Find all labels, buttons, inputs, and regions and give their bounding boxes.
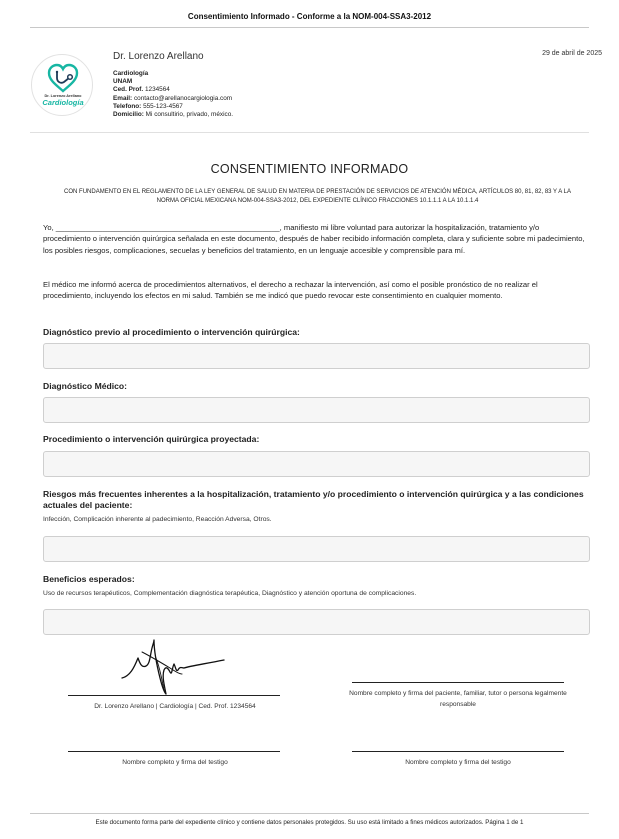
clinic-logo (31, 54, 93, 116)
benefits-field[interactable] (43, 609, 590, 635)
phone-value: 555-123-4567 (143, 102, 183, 110)
doctor-signature-image (120, 638, 230, 698)
address-label: Domicilio: (113, 111, 144, 119)
letterhead-divider (30, 132, 589, 133)
consent-paragraph-1: Yo, _____________________________________________________, manifiesto mi libre voluntad para autorizar la hospitalización, tratamiento y/o procedimiento o intervención quirúrgica señalada en este documento, después de haber recibido información completa, clara y suficiente sobre mi padecimiento, los posibles riesgos, complicaciones, secuelas y beneficios del tratamiento, en un lenguaje accesible y comprensible para mí. (43, 223, 585, 255)
prev-diagnosis-field[interactable] (43, 343, 590, 369)
consent-title: CONSENTIMIENTO INFORMADO (210, 162, 409, 176)
consent-paragraph-2: El médico me informó acerca de procedimientos alternativos, el derecho a rechazar la intervención, así como el posible pronóstico de no realizar el procedimiento, incluyendo los efectos en mi salud. También se me indicó que puedo revocar este consentimiento en cualquier momento. (43, 280, 538, 301)
footer-divider (30, 813, 589, 814)
phone-label: Telefono: (113, 102, 142, 110)
patient-signature-line (352, 682, 564, 683)
benefits-label: Beneficios esperados: (43, 574, 135, 584)
legal-basis-text: CON FUNDAMENTO EN EL REGLAMENTO DE LA LEY GENERAL DE SALUD EN MATERIA DE PRESTACIÓN DE SERVICIOS DE ATENCIÓN MÉDICA, ARTÍCULOS 80, 81, 82, 83 Y A LA NORMA OFICIAL MEXICANA NOM-004-SSA3-2012, DEL EXPEDIENTE CLÍNICO FRACCIONES 10.1.1.1 A LA 10.1.1.4 (64, 189, 571, 204)
doctor-signature-line (68, 695, 280, 696)
medical-diagnosis-field[interactable] (43, 397, 590, 423)
document-date: 29 de abril de 2025 (542, 50, 602, 57)
doctor-university: UNAM (113, 78, 133, 86)
prev-diagnosis-label: Diagnóstico previo al procedimiento o intervención quirúrgica: (43, 327, 300, 337)
doctor-specialty: Cardiología (113, 70, 149, 77)
email-label: Email: (113, 94, 133, 102)
procedure-label: Procedimiento o intervención quirúrgica proyectada: (43, 434, 260, 444)
benefits-hint: Uso de recursos terapéuticos, Complementación diagnóstica terapéutica, Diagnóstico y atención oportuna de complicaciones. (43, 590, 417, 597)
procedure-field[interactable] (43, 451, 590, 477)
risks-label: Riesgos más frecuentes inherentes a la hospitalización, tratamiento y/o procedimiento o intervención quirúrgica y a las condiciones actuales del paciente: (43, 489, 584, 510)
logo-doctor-text: Dr. Lorenzo Arellano (44, 94, 82, 98)
doctor-ced-row (113, 86, 233, 94)
risks-field[interactable] (43, 536, 590, 562)
risks-hint: Infección, Complicación inherente al padecimiento, Reacción Adversa, Otros. (43, 516, 272, 523)
witness2-signature-caption: Nombre completo y firma del testigo (405, 759, 511, 766)
address-value: Mi consultirio, privado, méxico. (145, 111, 234, 119)
doctor-address-row (113, 111, 233, 119)
doctor-info-block (113, 70, 233, 119)
witness1-signature-line (68, 751, 280, 752)
footer-notice: Este documento forma parte del expediente clínico y contiene datos personales protegidos. Su uso está limitado a fines médicos autorizados. Página 1 de 1 (95, 819, 524, 826)
doctor-signature-caption: Dr. Lorenzo Arellano | Cardiología | Ced. Prof. 1234564 (94, 703, 256, 710)
doctor-phone-row (113, 103, 233, 111)
medical-diagnosis-label: Diagnóstico Médico: (43, 381, 128, 391)
witness2-signature-line (352, 751, 564, 752)
logo-brand-text: Cardiología (42, 98, 84, 107)
ced-value: 1234564 (144, 86, 170, 94)
witness1-signature-caption: Nombre completo y firma del testigo (122, 759, 228, 766)
doctor-name: Dr. Lorenzo Arellano (113, 51, 204, 62)
heart-stethoscope-icon (46, 63, 80, 95)
doctor-email-row (113, 95, 233, 103)
header-divider (30, 27, 589, 28)
email-value: contacto@arellanocargiologia.com (133, 94, 233, 102)
ced-label: Ced. Prof. (113, 86, 144, 94)
document-header-title: Consentimiento Informado - Conforme a la NOM-004-SSA3-2012 (187, 12, 432, 21)
patient-signature-caption: Nombre completo y firma del paciente, familiar, tutor o persona legalmente responsable (349, 690, 567, 708)
